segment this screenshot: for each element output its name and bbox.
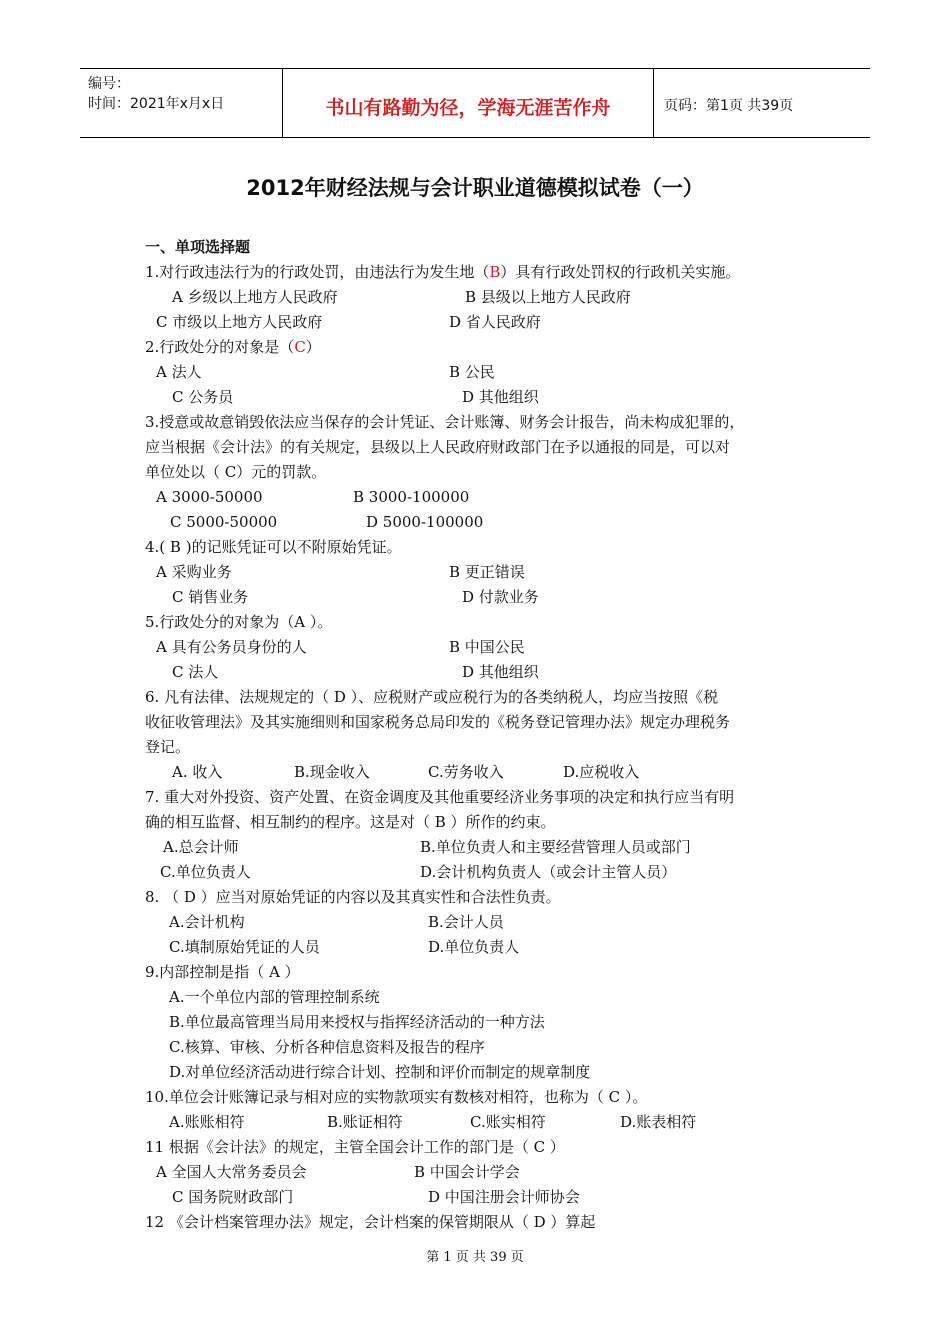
q3-option-d: D 5000-100000 xyxy=(366,513,484,531)
question-11-stem: 11 根据《会计法》的规定，主管全国会计工作的部门是（ C ） xyxy=(145,1138,565,1156)
question-5-stem: 5.行政处分的对象为（A ）。 xyxy=(145,613,333,631)
q10-option-b: B.账证相符 xyxy=(327,1113,403,1131)
q11-option-b: B 中国会计学会 xyxy=(414,1163,520,1181)
question-2-stem xyxy=(145,337,321,357)
q4-option-d: D 付款业务 xyxy=(462,588,539,606)
q5-option-b: B 中国公民 xyxy=(449,638,525,656)
q1-answer: B xyxy=(489,263,501,281)
q2-text-post: ） xyxy=(305,338,321,356)
serial-label: 编号： xyxy=(88,76,130,92)
q4-option-a: A 采购业务 xyxy=(156,563,232,581)
q2-option-d: D 其他组织 xyxy=(462,388,539,406)
q11-option-a: A 全国人大常务委员会 xyxy=(156,1163,307,1181)
q2-answer: C xyxy=(294,338,306,356)
question-8-stem: 8. （ D ）应当对原始凭证的内容以及其真实性和合法性负责。 xyxy=(145,888,561,906)
q8-option-a: A.会计机构 xyxy=(169,913,245,931)
page-info: 页码：第1页 共39页 xyxy=(664,98,794,114)
question-1-stem xyxy=(145,262,740,282)
question-6-line-3: 登记。 xyxy=(145,738,191,756)
q11-option-c: C 国务院财政部门 xyxy=(172,1188,294,1206)
q8-option-b: B.会计人员 xyxy=(428,913,504,931)
q8-option-d: D.单位负责人 xyxy=(428,938,520,956)
q1-option-d: D 省人民政府 xyxy=(449,313,541,331)
q9-option-a: A.一个单位内部的管理控制系统 xyxy=(169,988,380,1006)
q2-text-pre: 2.行政处分的对象是（ xyxy=(145,338,295,356)
question-7-line-1: 7. 重大对外投资、资产处置、在资金调度及其他重要经济业务事项的决定和执行应当有明 xyxy=(145,788,735,806)
q9-option-b: B.单位最高管理当局用来授权与指挥经济活动的一种方法 xyxy=(169,1013,545,1031)
header-page-cell xyxy=(654,69,870,137)
question-3-line-2: 应当根据《会计法》的有关规定，县级以上人民政府财政部门在予以通报的同是，可以对 xyxy=(145,438,731,456)
q5-option-a: A 具有公务员身份的人 xyxy=(156,638,307,656)
q7-option-a: A.总会计师 xyxy=(163,838,239,856)
q4-option-b: B 更正错误 xyxy=(449,563,525,581)
question-10-stem: 10.单位会计账簿记录与相对应的实物款项实有数核对相符，也称为（ C ）。 xyxy=(145,1088,648,1106)
q11-option-d: D 中国注册会计师协会 xyxy=(428,1188,580,1206)
q3-option-a: A 3000-50000 xyxy=(156,488,263,506)
q6-option-b: B.现金收入 xyxy=(294,763,370,781)
time-label: 时间：2021年x月x日 xyxy=(88,96,225,112)
q5-option-c: C 法人 xyxy=(172,663,219,681)
q2-option-b: B 公民 xyxy=(449,363,495,381)
q7-option-c: C.单位负责人 xyxy=(160,863,251,881)
question-6-line-2: 收征收管理法》及其实施细则和国家税务总局印发的《税务登记管理办法》规定办理税务 xyxy=(145,713,731,731)
q5-option-d: D 其他组织 xyxy=(462,663,539,681)
q1-text-post: ）具有行政处罚权的行政机关实施。 xyxy=(500,263,741,281)
question-9-stem: 9.内部控制是指（ A ） xyxy=(145,963,300,981)
q2-option-a: A 法人 xyxy=(156,363,202,381)
q10-option-a: A.账账相符 xyxy=(169,1113,245,1131)
q1-option-b: B 县级以上地方人民政府 xyxy=(465,288,631,306)
q2-option-c: C 公务员 xyxy=(172,388,234,406)
question-4-stem: 4.( B )的记账凭证可以不附原始凭证。 xyxy=(145,538,402,556)
q1-option-c: C 市级以上地方人民政府 xyxy=(156,313,323,331)
header-table xyxy=(80,68,870,138)
question-12-stem: 12 《会计档案管理办法》规定，会计档案的保管期限从（ D ）算起 xyxy=(145,1213,596,1231)
q6-option-a: A. 收入 xyxy=(172,763,223,781)
question-3-line-1: 3.授意或故意销毁依法应当保存的会计凭证、会计账簿、财务会计报告，尚未构成犯罪的， xyxy=(145,413,745,431)
q6-option-c: C.劳务收入 xyxy=(428,763,504,781)
q6-option-d: D.应税收入 xyxy=(563,763,640,781)
q1-option-a: A 乡级以上地方人民政府 xyxy=(172,288,338,306)
question-7-line-2: 确的相互监督、相互制约的程序。这是对（ B ）所作的约束。 xyxy=(145,813,556,831)
q10-option-c: C.账实相符 xyxy=(470,1113,546,1131)
q9-option-d: D.对单位经济活动进行综合计划、控制和评价而制定的规章制度 xyxy=(169,1063,591,1081)
page-footer: 第 1 页 共 39 页 xyxy=(426,1250,524,1265)
q3-option-c: C 5000-50000 xyxy=(170,513,278,531)
q3-option-b: B 3000-100000 xyxy=(353,488,470,506)
document-title: 2012年财经法规与会计职业道德模拟试卷（一） xyxy=(246,176,704,200)
q9-option-c: C.核算、审核、分析各种信息资料及报告的程序 xyxy=(169,1038,485,1056)
question-3-line-3: 单位处以（ C）元的罚款。 xyxy=(145,463,327,481)
q7-option-d: D.会计机构负责人（或会计主管人员） xyxy=(420,863,677,881)
q8-option-c: C.填制原始凭证的人员 xyxy=(169,938,320,956)
section-heading: 一、单项选择题 xyxy=(145,238,251,256)
q4-option-c: C 销售业务 xyxy=(172,588,249,606)
q1-text-pre: 1.对行政违法行为的行政处罚，由违法行为发生地（ xyxy=(145,263,490,281)
q10-option-d: D.账表相符 xyxy=(620,1113,697,1131)
header-info-cell xyxy=(80,69,283,137)
motto: 书山有路勤为径，学海无涯苦作舟 xyxy=(325,97,611,119)
question-6-line-1: 6. 凡有法律、法规规定的（ D ）、应税财产或应税行为的各类纳税人，均应当按照《税 xyxy=(145,688,719,706)
q7-option-b: B.单位负责人和主要经营管理人员或部门 xyxy=(420,838,691,856)
header-motto-cell xyxy=(283,69,654,137)
